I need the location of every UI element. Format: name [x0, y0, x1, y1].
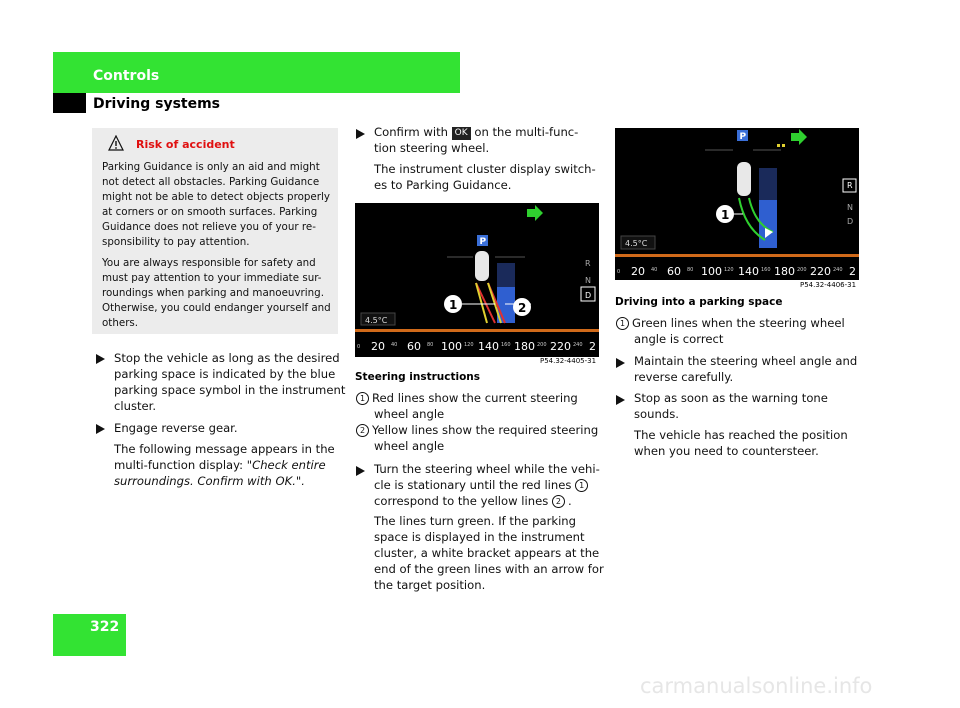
legend-item-2: 2 Yellow lines show the required steering wheel angle	[356, 422, 598, 454]
svg-text:40: 40	[391, 342, 398, 348]
parking-guidance-display-1	[355, 203, 599, 357]
warning-text-2: You are always responsible for safety and must pay attention to your immediate sur- roundings when parking and manoeuvring. Otherwise, you could endanger yourself and others.	[102, 257, 331, 329]
bullet-arrow-icon	[356, 466, 366, 476]
legend-item-green: 1 Green lines when the steering wheel angle is correct	[616, 315, 845, 347]
step-stop-vehicle: Stop the vehicle as long as the desired parking space is indicated by the blue parking space symbol in the instrument cluster.	[114, 351, 346, 413]
svg-text:4.5°C: 4.5°C	[365, 316, 388, 325]
svg-text:20: 20	[371, 340, 385, 353]
bullet-arrow-icon	[96, 354, 106, 364]
cluster-switch-text: The instrument cluster display switch- es to Parking Guidance.	[374, 162, 596, 192]
svg-text:220: 220	[550, 340, 571, 353]
car-icon	[475, 251, 489, 281]
svg-text:240: 240	[833, 267, 843, 273]
svg-text:180: 180	[774, 265, 795, 278]
caption-driving-into-space: Driving into a parking space	[615, 296, 783, 308]
svg-text:D: D	[585, 291, 592, 300]
bullet-arrow-icon	[356, 129, 366, 139]
svg-text:2: 2	[589, 340, 596, 353]
subsection-title: Driving systems	[93, 96, 221, 112]
svg-text:120: 120	[724, 267, 734, 273]
step-reverse-gear: Engage reverse gear.	[114, 421, 238, 435]
svg-text:180: 180	[514, 340, 535, 353]
svg-text:40: 40	[651, 267, 658, 273]
svg-text:140: 140	[478, 340, 499, 353]
svg-text:P: P	[739, 132, 747, 142]
target-arrow-icon	[791, 129, 807, 145]
svg-text:200: 200	[797, 267, 807, 273]
legend-item-1: 1 Red lines show the current steering wheel angle	[356, 390, 578, 422]
svg-text:220: 220	[810, 265, 831, 278]
svg-text:100: 100	[701, 265, 722, 278]
svg-text:80: 80	[687, 267, 694, 273]
svg-text:D: D	[847, 217, 854, 226]
countersteer-text: The vehicle has reached the position when you need to countersteer.	[634, 428, 848, 458]
svg-text:60: 60	[667, 265, 681, 278]
svg-text:160: 160	[761, 267, 771, 273]
step-turn-wheel: Turn the steering wheel while the vehi- cle is stationary until the red lines 1 correspond to the yellow lines 2 .	[374, 462, 600, 508]
svg-text:120: 120	[464, 342, 474, 348]
svg-text:0: 0	[357, 344, 361, 350]
step-maintain-angle: Maintain the steering wheel angle and reverse carefully.	[634, 354, 858, 384]
svg-text:2: 2	[849, 265, 856, 278]
target-arrow-icon	[527, 205, 543, 221]
svg-text:200: 200	[537, 342, 547, 348]
svg-text:1: 1	[449, 298, 458, 312]
svg-text:R: R	[585, 259, 591, 268]
image-code-1: P54.32-4405-31	[540, 357, 597, 365]
warning-title: Risk of accident	[136, 138, 235, 151]
header-marker	[53, 93, 86, 113]
ok-key-icon: OK	[452, 127, 471, 140]
watermark: carmanualsonline.info	[640, 674, 873, 698]
section-title: Controls	[93, 68, 160, 84]
svg-text:R: R	[847, 181, 853, 190]
svg-text:4.5°C: 4.5°C	[625, 239, 648, 248]
svg-text:140: 140	[738, 265, 759, 278]
svg-text:1: 1	[721, 208, 730, 222]
message-text: The following message appears in the multi-function display: "Check entire surroundings. Confirm with OK.".	[114, 442, 335, 488]
page-number: 322	[90, 619, 120, 635]
bullet-arrow-icon	[616, 358, 626, 368]
svg-text:2: 2	[518, 301, 527, 315]
warning-triangle-icon	[108, 135, 124, 151]
svg-text:160: 160	[501, 342, 511, 348]
svg-text:0: 0	[617, 269, 621, 275]
warning-box	[92, 128, 338, 334]
step-confirm: Confirm with OK on the multi-func- tion steering wheel.	[374, 125, 579, 155]
svg-text:60: 60	[407, 340, 421, 353]
svg-text:80: 80	[427, 342, 434, 348]
svg-text:20: 20	[631, 265, 645, 278]
warning-text-1: Parking Guidance is only an aid and might not detect all obstacles. Parking Guidance might not be able to detect objects properly at corners or on smooth surfaces. Parking Guidance does not relieve you of your re- sponsibility to pay attention.	[102, 161, 330, 248]
image-code-2: P54.32-4406-31	[800, 281, 857, 289]
bullet-arrow-icon	[616, 395, 626, 405]
lines-green-text: The lines turn green. If the parking space is displayed in the instrument cluster, a white bracket appears at the end of the green lines with an arrow for the target position.	[374, 514, 604, 592]
svg-text:N: N	[585, 276, 591, 285]
svg-text:100: 100	[441, 340, 462, 353]
svg-text:N: N	[847, 203, 853, 212]
caption-steering-instructions: Steering instructions	[355, 371, 481, 383]
step-stop-tone: Stop as soon as the warning tone sounds.	[634, 391, 828, 421]
bullet-arrow-icon	[96, 424, 106, 434]
parking-guidance-display-2	[615, 128, 859, 280]
svg-text:240: 240	[573, 342, 583, 348]
car-icon	[737, 162, 751, 196]
svg-text:P: P	[479, 237, 487, 247]
